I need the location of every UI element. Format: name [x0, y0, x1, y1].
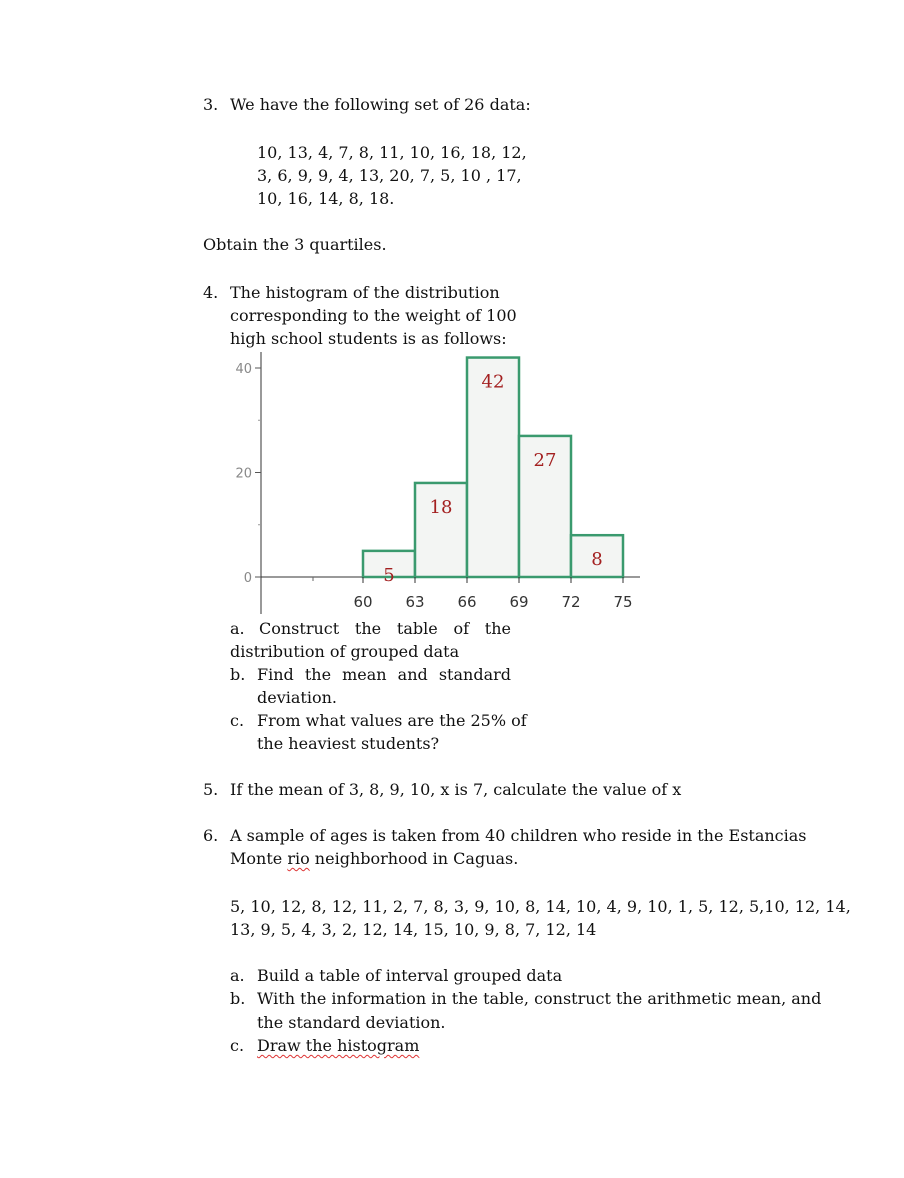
- text-segment: Monte: [230, 849, 288, 868]
- dataset-line: 13, 9, 5, 4, 3, 2, 12, 14, 15, 10, 9, 8, 7, 12, 14: [230, 920, 597, 939]
- part-letter: c.: [230, 1036, 245, 1055]
- part-text-line: With the information in the table, construct the arithmetic mean, and: [257, 989, 822, 1008]
- question-number: 3.: [203, 95, 219, 114]
- question-4-number: 4.: [203, 283, 219, 302]
- question-6: [203, 828, 807, 844]
- y-tick-label: 0: [243, 571, 252, 586]
- part-text-line: From what values are the 25% of: [257, 711, 527, 730]
- bar-data-label: 5: [383, 564, 395, 586]
- dataset-line: 10, 13, 4, 7, 8, 11, 10, 16, 18, 12,: [257, 143, 527, 162]
- part-text-line: distribution of grouped data: [230, 642, 460, 661]
- x-tick-label: 60: [353, 593, 373, 611]
- part-letter: b.: [230, 989, 246, 1008]
- dataset-line: 5, 10, 12, 8, 12, 11, 2, 7, 8, 3, 9, 10, 8, 14, 10, 4, 9, 10, 1, 5, 12, 5,10, 12, 14,: [230, 897, 851, 916]
- x-tick-label: 72: [561, 593, 581, 611]
- question-number: 5.: [203, 780, 219, 799]
- line-text: The histogram of the distribution: [230, 283, 500, 302]
- part-text-line: Construct the table of the: [259, 619, 511, 638]
- x-tick-label: 63: [405, 593, 425, 611]
- spellcheck-word: rio: [287, 849, 310, 868]
- part-letter: a.: [230, 966, 245, 985]
- question-4-line: high school students is as follows:: [230, 329, 507, 348]
- question-text: A sample of ages is taken from 40 children who reside in the Estancias: [230, 826, 807, 845]
- question-6-line2: [230, 851, 518, 867]
- x-tick-label: 69: [509, 593, 529, 611]
- part-text-line: Find the mean and standard: [257, 665, 511, 684]
- task-text: Obtain the 3 quartiles.: [203, 235, 387, 254]
- question-4-line: corresponding to the weight of 100: [230, 306, 517, 325]
- part-text-line: deviation.: [257, 688, 337, 707]
- question-5: [203, 782, 681, 798]
- part-text-line: the heaviest students?: [257, 734, 440, 753]
- bar-data-label: 27: [533, 449, 557, 471]
- y-tick-label: 40: [235, 362, 252, 377]
- question-text: If the mean of 3, 8, 9, 10, x is 7, calculate the value of x: [230, 780, 682, 799]
- x-tick-label: 75: [613, 593, 633, 611]
- bar-data-label: 42: [481, 371, 505, 393]
- question-text: We have the following set of 26 data:: [230, 95, 531, 114]
- bar-data-label: 18: [429, 496, 453, 518]
- part-letter: c.: [230, 711, 245, 730]
- part-text-line: [257, 1038, 419, 1054]
- dataset-line: 10, 16, 14, 8, 18.: [257, 189, 395, 208]
- x-tick-label: 66: [457, 593, 477, 611]
- text-segment: neighborhood in Caguas.: [309, 849, 519, 868]
- part-letter: a.: [230, 619, 245, 638]
- part-text-line: Build a table of interval grouped data: [257, 966, 563, 985]
- dataset-line: 3, 6, 9, 9, 4, 13, 20, 7, 5, 10 , 17,: [257, 166, 522, 185]
- y-tick-label: 20: [235, 466, 252, 482]
- question-number: 6.: [203, 826, 219, 845]
- spellcheck-phrase: Draw the histogram: [257, 1036, 420, 1055]
- bar-data-label: 8: [591, 549, 603, 571]
- part-text-line: the standard deviation.: [257, 1013, 446, 1032]
- part-letter: b.: [230, 665, 246, 684]
